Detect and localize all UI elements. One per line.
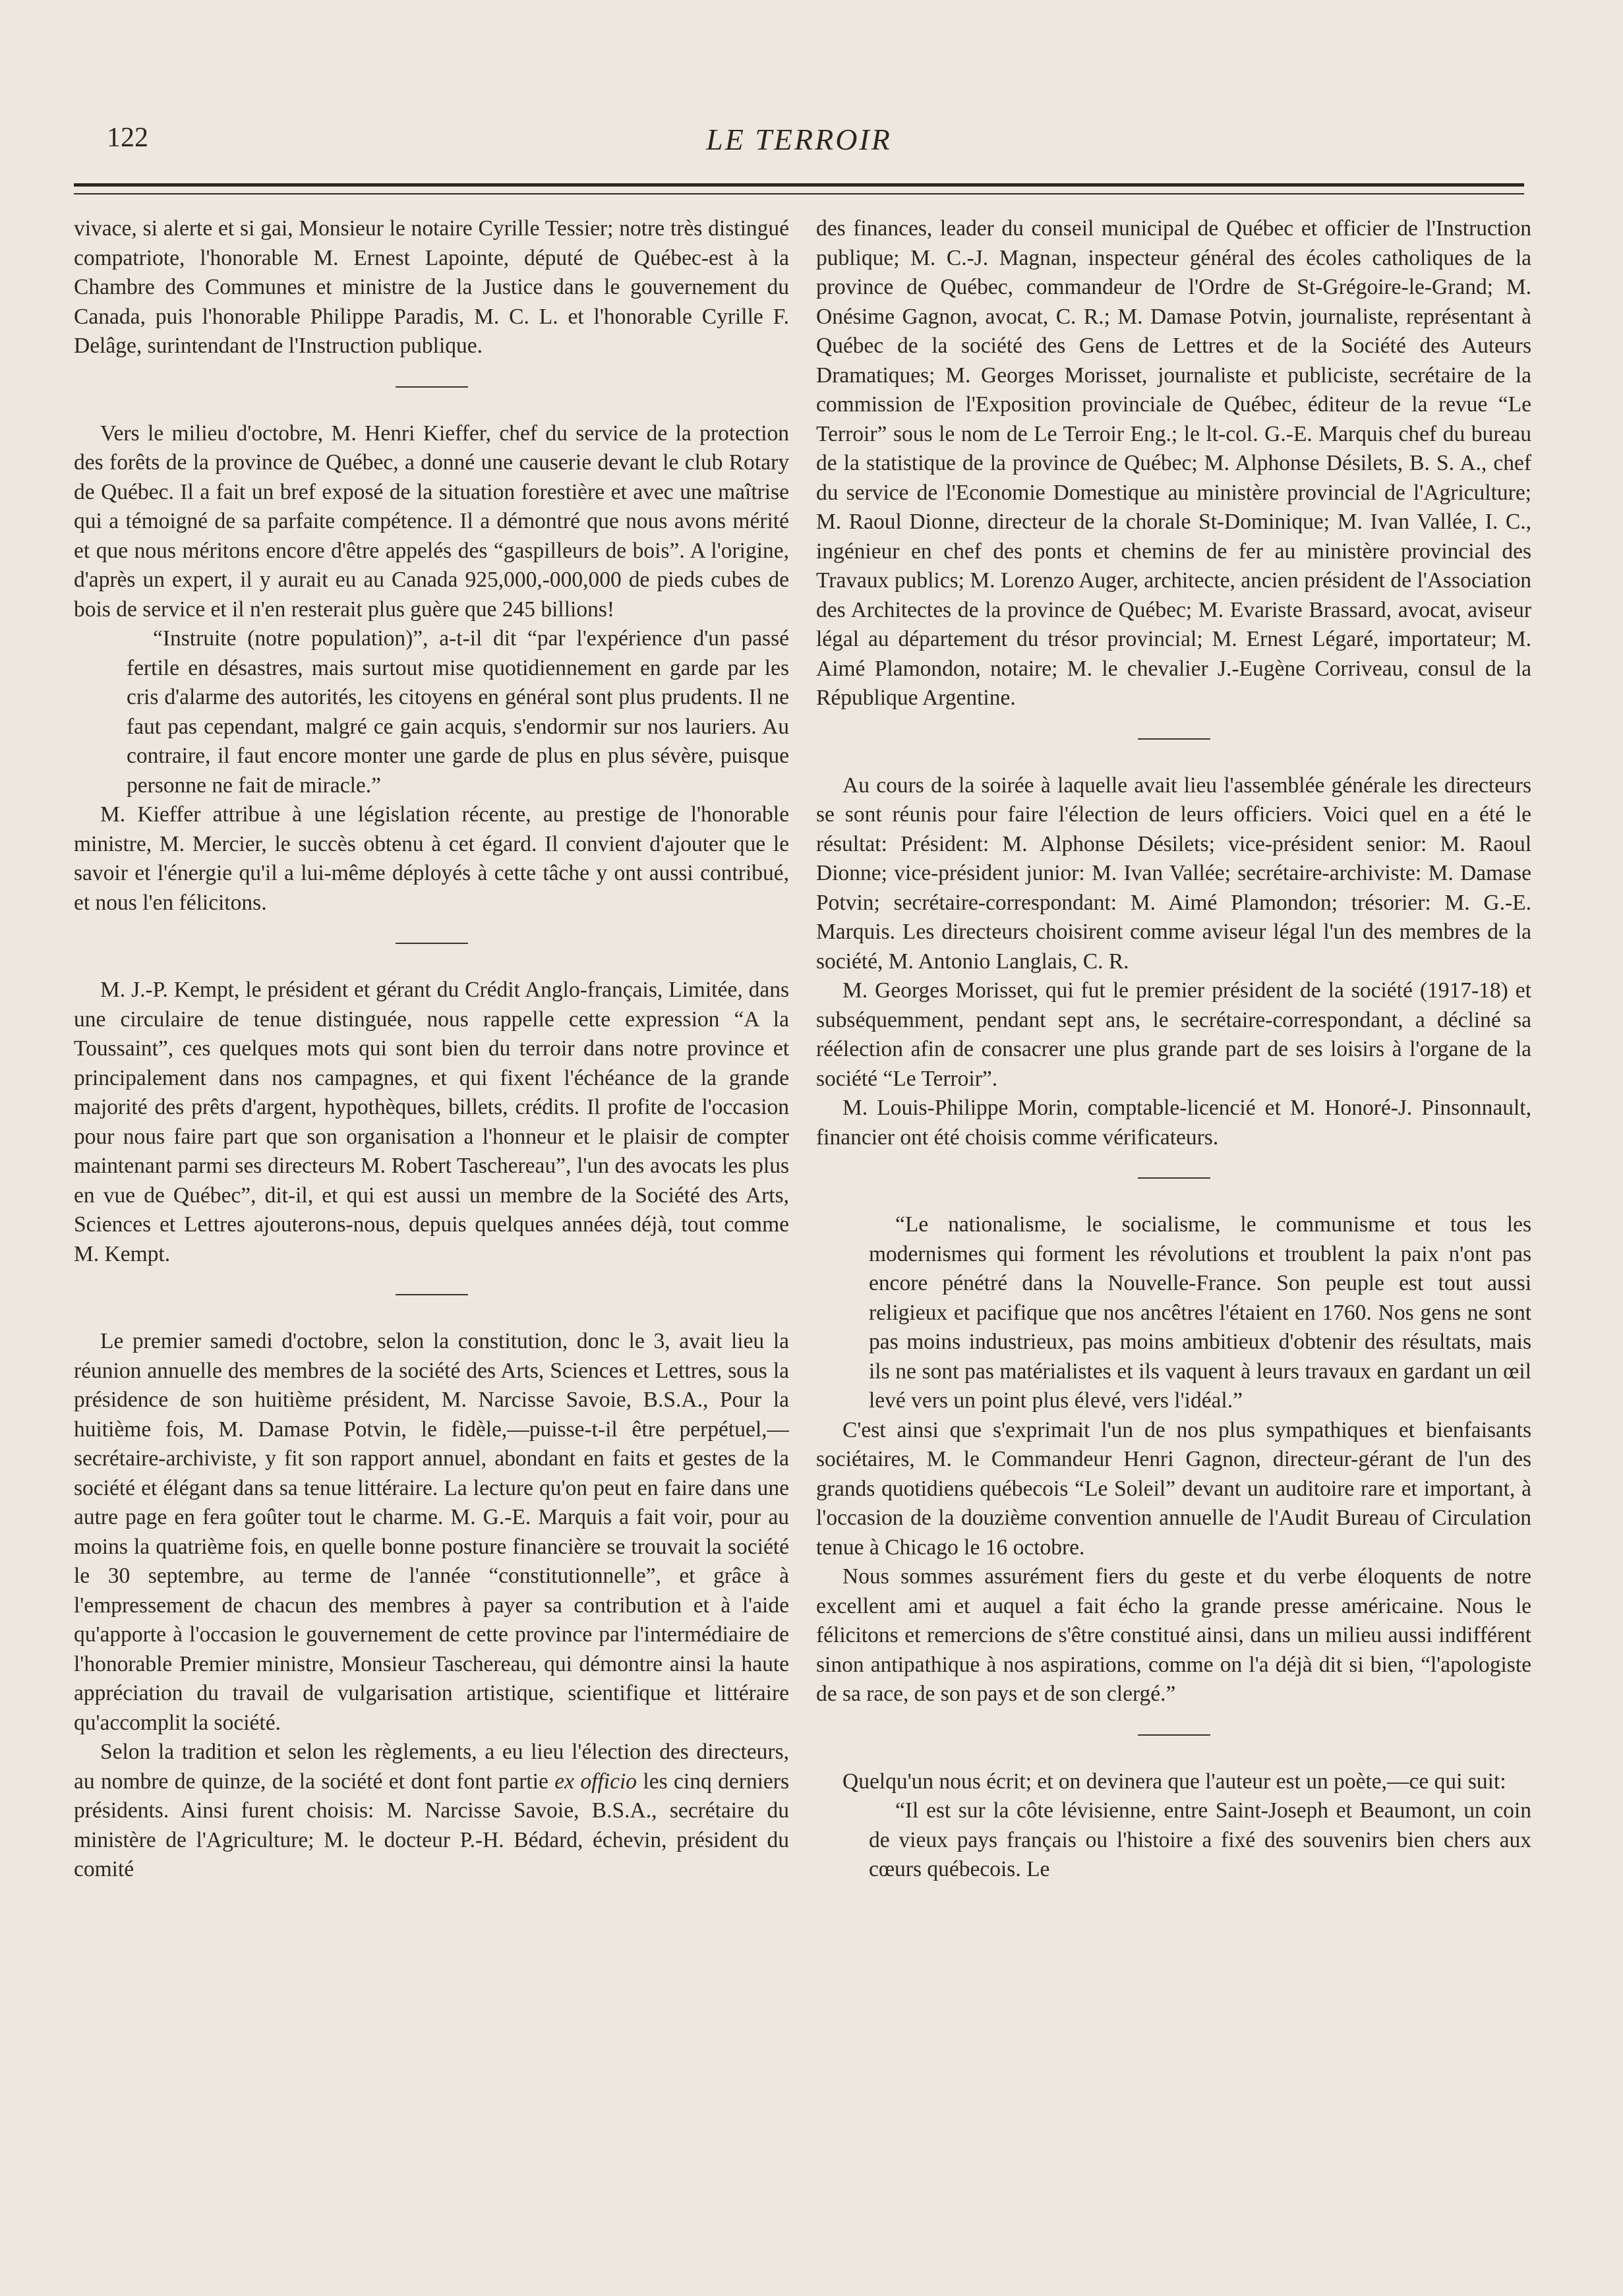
paragraph: Nous sommes assurément fiers du geste et du verbe éloquents de notre excellent ami et auquel a fait écho la grande presse américaine. Nous le félicitons et remercions de s'être constitué ainsi, dans un milieu aussi indifférent sinon antipathique à nos aspirations, comme on l'a déjà dit si bien, “l'apologiste de sa race, de son pays et de son clergé.” (816, 1564, 1531, 1706)
section-separator (396, 1294, 468, 1295)
header-rule-thin (74, 193, 1524, 194)
quotation (127, 624, 789, 800)
paragraph: Vers le milieu d'octobre, M. Henri Kieffer, chef du service de la protection des forêts de la province de Québec, a donné une causerie devant le club Rotary de Québec. Il a fait un bref exposé de la situation forestière et avec une maîtrise qui a témoigné de sa parfaite compétence. Il a démontré que nous avons mérité et que nous méritons encore d'être appelés des “gaspilleurs de bois”. A l'origine, d'après un expert, il y aurait eu au Canada 925,000,-000,000 de pieds cubes de bois de service et il n'en resterait plus guère que 245 billions! (74, 421, 789, 622)
text-run: les cinq derniers présidents. Ainsi furent choisis: M. Narcisse Savoie, B.S.A., secrétaire du ministère de l'Agriculture; M. le docteur P.-H. Bédard, échevin, président du comité (74, 1769, 789, 1881)
quotation-text: “Instruite (notre population)”, a-t-il dit “par l'expérience d'un passé fertile en désastres, mais surtout mise quotidiennement en garde par les cris d'alarme des autorités, les citoyens en général sont plus prudents. Il ne faut pas cependant, malgré ce gain acquis, s'endormir sur nos lauriers. Au contraire, il faut encore monter une garde de plus en plus sévère, puisque personne ne fait de miracle.” (127, 626, 789, 798)
paragraph: M. Kieffer attribue à une législation récente, au prestige de l'honorable ministre, M. Mercier, le succès obtenu à cet égard. Il convient d'ajouter que le savoir et l'énergie qu'il a lui-même déployés à cette tâche y ont aussi contribué, et nous l'en félicitons. (74, 802, 789, 915)
paragraph: M. J.-P. Kempt, le président et gérant du Crédit Anglo-français, Limitée, dans une circulaire de tenue distinguée, nous rappelle cette expression “A la Toussaint”, ces quelques mots qui sont bien du terroir dans notre province et principalement dans nos campagnes, et qui fixent l'échéance de la grande majorité des prêts d'argent, hypothèques, billets, crédits. Il profite de l'occasion pour nous faire part que son organisation a l'honneur et le plaisir de compter maintenant parmi ses directeurs M. Robert Taschereau”, l'un des avocats les plus en vue de Québec”, dit-il, et qui est aussi un membre de la Société des Arts, Sciences et Lettres ajouterons-nous, depuis quelques années déjà, tout comme M. Kempt. (74, 978, 789, 1266)
quotation-text: “Il est sur la côte lévisienne, entre Saint-Joseph et Beaumont, un coin de vieux pays français ou l'histoire a fixé des souvenirs bien chers aux cœurs québecois. Le (869, 1798, 1531, 1881)
paragraph: C'est ainsi que s'exprimait l'un de nos plus sympathiques et bienfaisants sociétaires, M. le Commandeur Henri Gagnon, directeur-gérant de l'un des grands quotidiens québecois “Le Soleil” devant un auditoire rare et important, à l'occasion de la douzième convention annuelle de l'Audit Bureau of Circulation tenue à Chicago le 16 octobre. (816, 1417, 1531, 1560)
latin-phrase: ex officio (554, 1769, 637, 1794)
section-separator (1138, 1177, 1210, 1179)
section-separator (396, 386, 468, 388)
paragraph: vivace, si alerte et si gai, Monsieur le notaire Cyrille Tessier; notre très distingué compatriote, l'honorable M. Ernest Lapointe, député de Québec-est à la Chambre des Communes et ministre de la Justice dans le gouvernement du Canada, puis l'honorable Philippe Paradis, M. C. L. et l'honorable Cyrille F. Delâge, surintendant de l'Instruction publique. (74, 216, 789, 358)
running-title: LE TERROIR (706, 123, 892, 156)
section-separator (1138, 738, 1210, 740)
paragraph: Le premier samedi d'octobre, selon la constitution, donc le 3, avait lieu la réunion annuelle des membres de la société des Arts, Sciences et Lettres, sous la présidence de son huitième président, M. Narcisse Savoie, B.S.A., Pour la huitième fois, M. Damase Potvin, le fidèle,—puisse-t-il être perpétuel,—secrétaire-archiviste, y fit son rapport annuel, abondant en faits et gestes de la société et élégant dans sa tenue littéraire. La lecture qu'on peut en faire dans une autre page en fera goûter tout le charme. M. G.-E. Marquis a fait voir, pour au moins la quatrième fois, en quelle bonne posture financière se trouvait la société le 30 septembre, au terme de l'année “constitutionnelle”, et grâce à l'empressement de chacun des membres à payer sa contribution et à l'aide qu'apporte à l'occasion le gouvernement de cette province par l'intermédiaire de l'honorable Premier ministre, Monsieur Taschereau, qui démontre ainsi la haute appréciation du travail de vulgarisation artistique, scientifique et littéraire qu'accomplit la société. (74, 1329, 789, 1735)
paragraph: Au cours de la soirée à laquelle avait lieu l'assemblée générale les directeurs se sont réunis pour faire l'élection de leurs officiers. Voici quel en a été le résultat: Président: M. Alphonse Désilets; vice-président senior: M. Raoul Dionne; vice-président junior: M. Ivan Vallée; secrétaire-archiviste: M. Damase Potvin; secrétaire-correspondant: M. Aimé Plamondon; trésorier: M. G.-E. Marquis. Les directeurs choisirent comme aviseur légal l'un des membres de la société, M. Antonio Langlais, C. R. (816, 773, 1531, 974)
text-run: Selon la tradition et selon les règlements, a eu lieu l'élection des directeurs, au nombre de quinze, de la société et dont font partie (74, 1740, 789, 1794)
section-separator (1138, 1734, 1210, 1736)
page-header (74, 122, 1524, 168)
paragraph: Quelqu'un nous écrit; et on devinera que l'auteur est un poète,—ce qui suit: (842, 1769, 1506, 1794)
header-rule-thick (74, 183, 1524, 187)
section-separator (396, 943, 468, 944)
left-column (74, 214, 789, 2198)
right-column (816, 214, 1531, 2198)
quotation (869, 1796, 1531, 1885)
quotation (869, 1210, 1531, 1416)
paragraph: des finances, leader du conseil municipal de Québec et officier de l'Instruction publique; M. C.-J. Magnan, inspecteur général des écoles catholiques de la province de Québec, commandeur de l'Ordre de St-Grégoire-le-Grand; M. Onésime Gagnon, avocat, C. R.; M. Damase Potvin, journaliste, représentant à Québec de la société des Gens de Lettres et de la Société des Auteurs Dramatiques; M. Georges Morisset, journaliste et publiciste, secrétaire de la commission de l'Exposition provinciale de Québec, éditeur de la revue “Le Terroir” sous le nom de Le Terroir Eng.; le lt-col. G.-E. Marquis chef du bureau de la statistique de la province de Québec; M. Alphonse Désilets, B. S. A., chef du service de l'Economie Domestique au ministère provincial de l'Agriculture; M. Raoul Dionne, directeur de la chorale St-Dominique; M. Ivan Vallée, I. C., ingénieur en chef des ponts et chemins de fer au ministère provincial des Travaux publics; M. Lorenzo Auger, architecte, ancien président de l'Association des Architectes de la province de Québec; M. Evariste Brassard, avocat, aviseur légal au département du trésor provincial; M. Ernest Légaré, importateur; M. Aimé Plamondon, notaire; M. le chevalier J.-Eugène Corriveau, consul de la République Argentine. (816, 216, 1531, 710)
quotation-text: “Le nationalisme, le socialisme, le communisme et tous les modernismes qui forment les révolutions et troublent la paix n'ont pas encore pénétré dans la Nouvelle-France. Son peuple est tout aussi religieux et pacifique que nos ancêtres l'étaient en 1760. Nos gens ne sont pas moins industrieux, pas moins ambitieux d'obtenir des résultats, mais ils ne sont pas matérialistes et ils vaquent à leurs travaux en gardant un œil levé vers un point plus élevé, vers l'idéal.” (869, 1212, 1531, 1413)
paragraph: M. Georges Morisset, qui fut le premier président de la société (1917-18) et subséquemment, pendant sept ans, le secrétaire-correspondant, a décliné sa réélection afin de consacrer une plus grande part de ses loisirs à l'organe de la société “Le Terroir”. (816, 978, 1531, 1091)
paragraph: M. Louis-Philippe Morin, comptable-licencié et M. Honoré-J. Pinsonnault, financier ont été choisis comme vérificateurs. (816, 1096, 1531, 1150)
paragraph (74, 1738, 789, 1885)
page-number: 122 (107, 123, 148, 153)
